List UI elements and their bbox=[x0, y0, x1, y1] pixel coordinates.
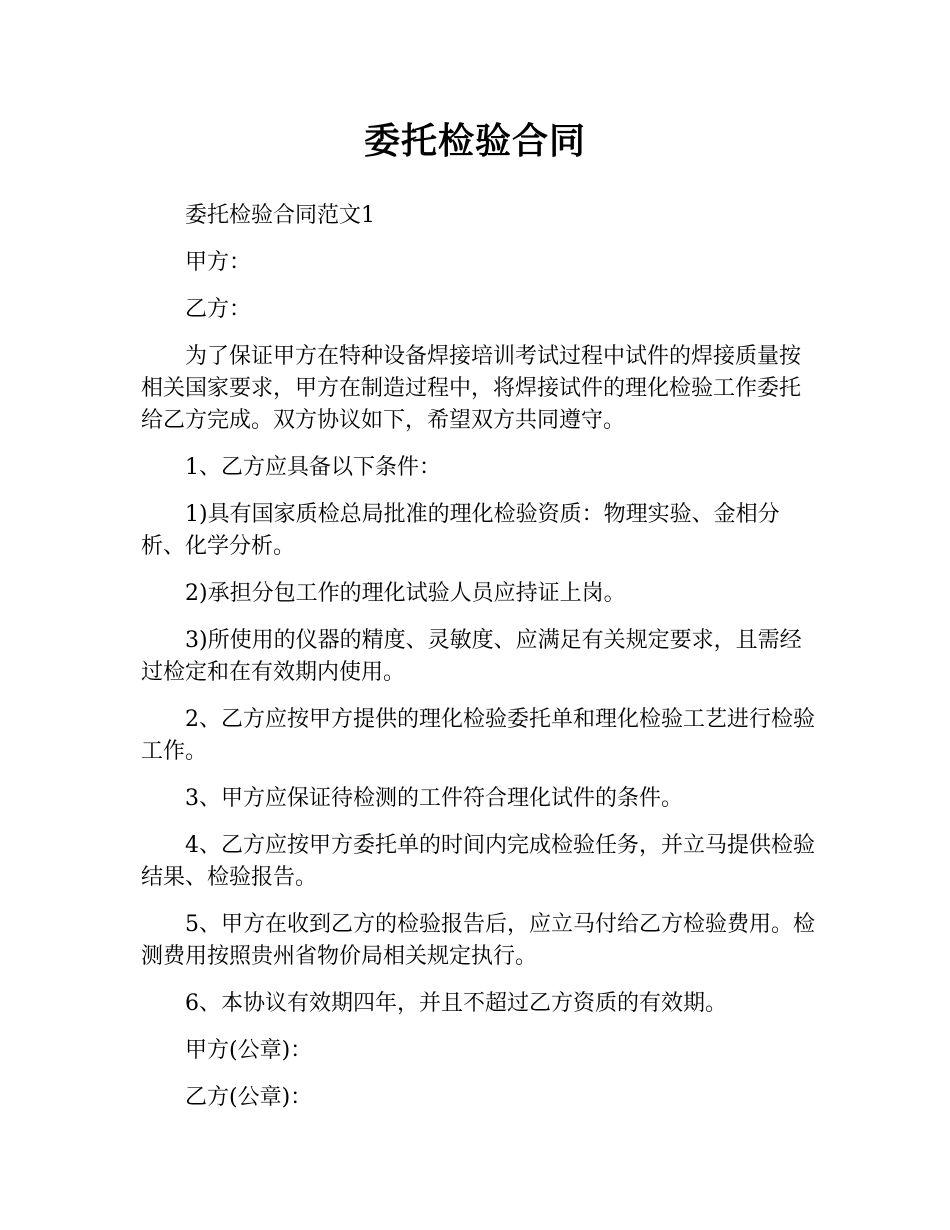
paragraph-clause-5: 5、甲方在收到乙方的检验报告后，应立马付给乙方检验费用。检测费用按照贵州省物价局相关规定执行。 bbox=[141, 912, 815, 969]
paragraph-clause-1-item-2: 2)承担分包工作的理化试验人员应持证上岗。 bbox=[185, 581, 626, 606]
paragraph-clause-6: 6、本协议有效期四年，并且不超过乙方资质的有效期。 bbox=[185, 991, 727, 1016]
paragraph-clause-1-item-3: 3)所使用的仪器的精度、灵敏度、应满足有关规定要求，且需经过检定和在有效期内使用。 bbox=[141, 628, 802, 685]
paragraph-party-b: 乙方： bbox=[185, 297, 252, 322]
paragraph-clause-4: 4、乙方应按甲方委托单的时间内完成检验任务，并立马提供检验结果、检验报告。 bbox=[141, 833, 815, 890]
paragraph-party-b-seal: 乙方(公章)： bbox=[185, 1085, 313, 1110]
paragraph-party-a: 甲方： bbox=[185, 250, 252, 275]
document-body bbox=[141, 200, 821, 1129]
paragraph-clause-3: 3、甲方应保证待检测的工件符合理化试件的条件。 bbox=[185, 786, 683, 811]
paragraph-clause-1-item-1: 1)具有国家质检总局批准的理化检验资质：物理实验、金相分析、化学分析。 bbox=[141, 502, 780, 559]
document-title: 委托检验合同 bbox=[363, 121, 586, 162]
paragraph-subtitle: 委托检验合同范文1 bbox=[185, 203, 375, 228]
paragraph-party-a-seal: 甲方(公章)： bbox=[185, 1038, 313, 1063]
paragraph-clause-2: 2、乙方应按甲方提供的理化检验委托单和理化检验工艺进行检验工作。 bbox=[141, 707, 815, 764]
paragraph-clause-1: 1、乙方应具备以下条件： bbox=[185, 455, 441, 480]
paragraph-preamble: 为了保证甲方在特种设备焊接培训考试过程中试件的焊接质量按相关国家要求，甲方在制造过程中，将焊接试件的理化检验工作委托给乙方完成。双方协议如下，希望双方共同遵守。 bbox=[141, 344, 802, 433]
